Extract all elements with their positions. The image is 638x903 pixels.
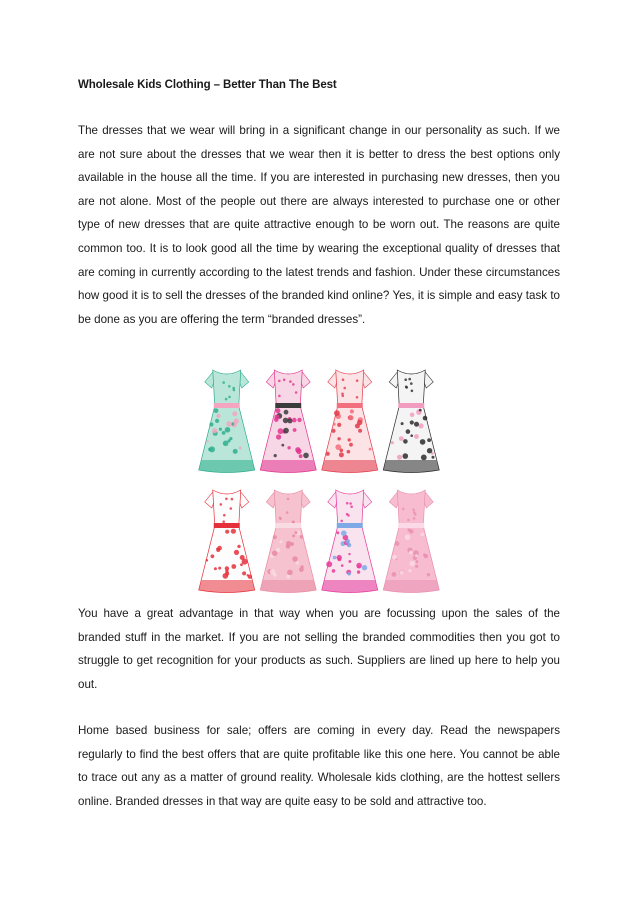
kids-dresses-image <box>196 358 442 598</box>
dresses-illustration <box>196 358 442 598</box>
red-polka-dress <box>322 370 378 473</box>
paragraph-1: The dresses that we wear will bring in a significant change in our personality as such. If we are not sure about the dresses that we wear then it is better to dress the best options only available in the house all the time. If you are interested in purchasing new dresses, then you are not alone. Most of the people out there are always interested to purchase one or other type of new dresses that are quite attractive enough to be worn out. The reasons are quite common too. It is to look good all the time by wearing the exceptional quality of dresses that are coming in currently according to the latest trends and fashion. Under these circumstances how good it is to sell the dresses of the branded kind online? Yes, it is simple and easy task to be done as you are offering the term “branded dresses”. <box>78 124 560 326</box>
pink-smock-dress <box>260 490 316 593</box>
black-white-dress <box>383 370 439 473</box>
document-title: Wholesale Kids Clothing – Better Than The Best <box>78 79 337 91</box>
pink-floral-dress <box>260 370 316 473</box>
blue-pink-floral-dress <box>322 490 378 593</box>
paragraph-3: Home based business for sale; offers are coming in every day. Read the newspapers regularly to find the best offers that are quite profitable like this one here. You cannot be able to trace out any as a matter of ground reality. Wholesale kids clothing, are the hottest sellers online. Branded dresses in that way are quite easy to be sold and attractive too. <box>78 724 560 808</box>
mint-floral-dress <box>199 370 255 473</box>
white-cherry-dress <box>199 490 255 593</box>
paragraph-2: You have a great advantage in that way when you are focussing upon the sales of the branded stuff in the market. If you are not selling the branded commodities then you got to struggle to get recognition for your products as such. Suppliers are lined up here to help you out. <box>78 607 560 691</box>
pink-ruffle-dress <box>383 490 439 593</box>
